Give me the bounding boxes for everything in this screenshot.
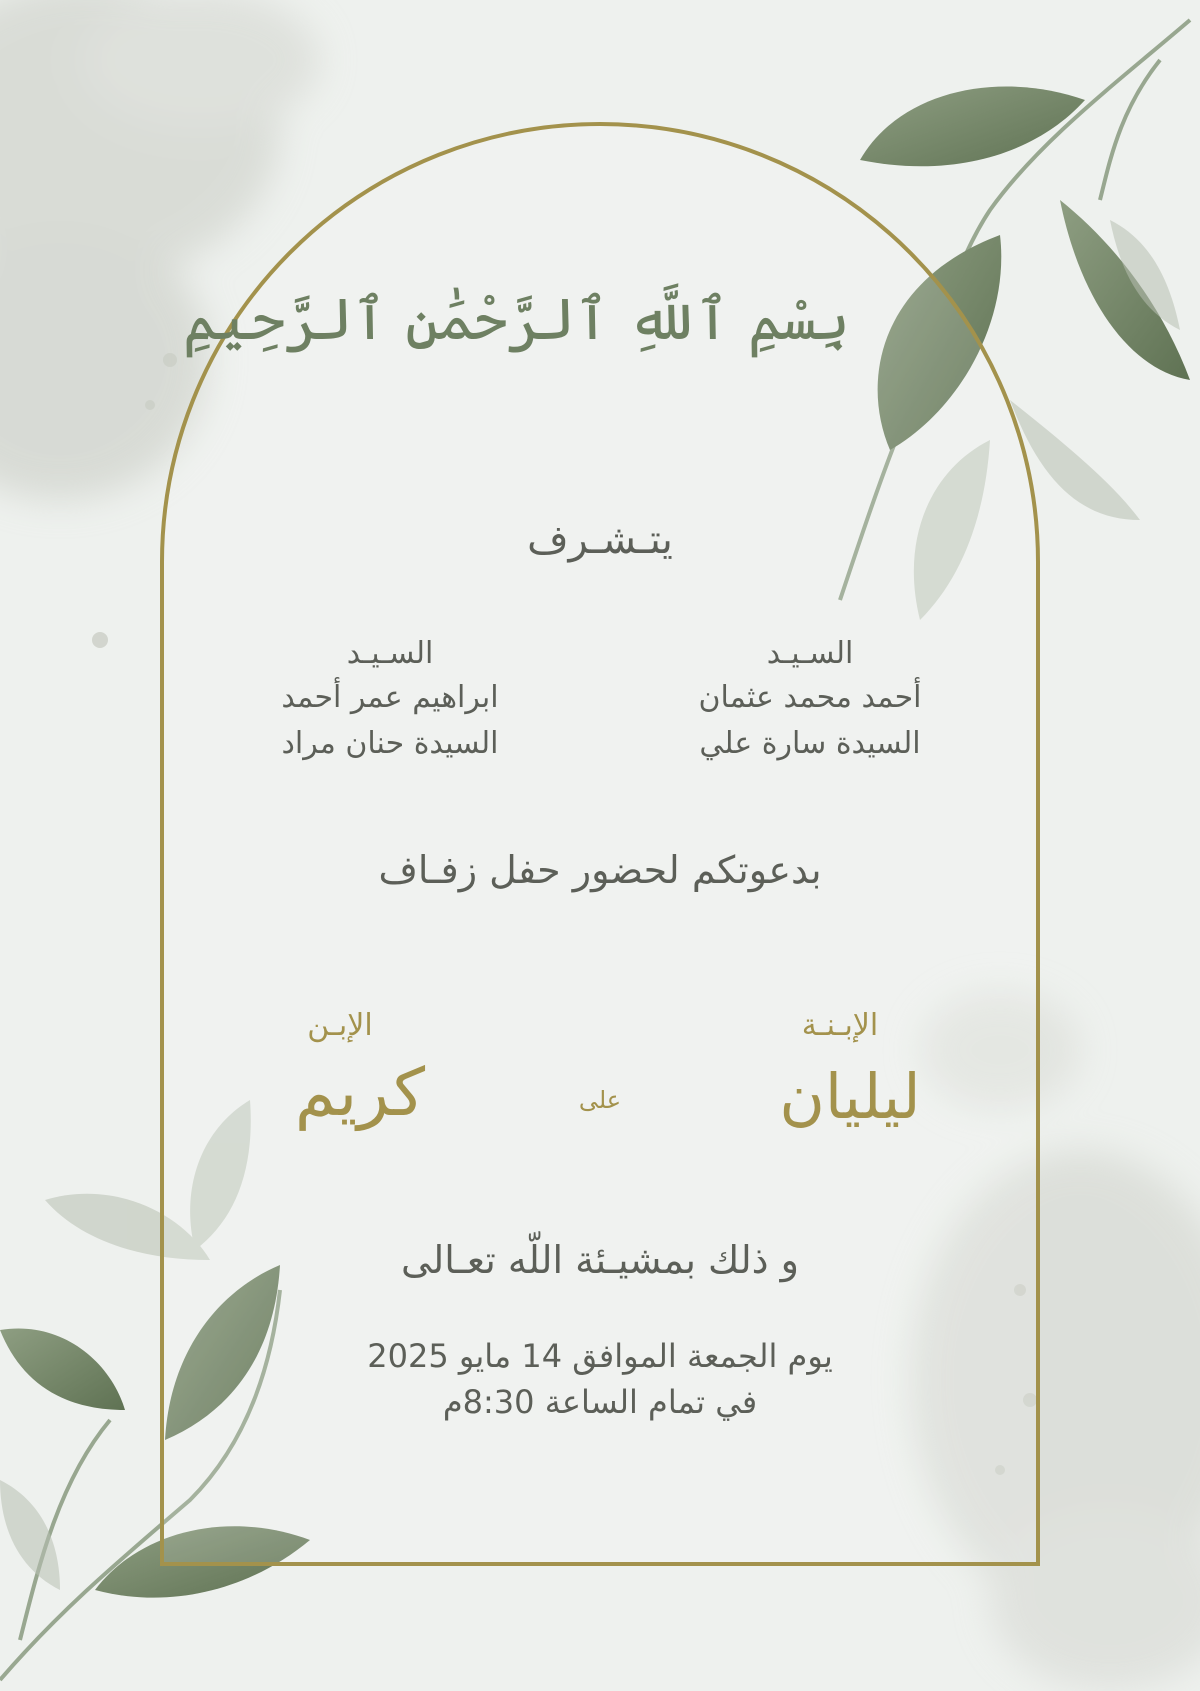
host-left-title: السـيـد xyxy=(346,636,434,671)
on-word: على xyxy=(578,1086,622,1114)
groom-label: الإبـن xyxy=(307,1008,373,1043)
host-right-wife: السيدة سارة علي xyxy=(699,726,921,761)
host-right-title: السـيـد xyxy=(766,636,854,671)
host-right-name: أحمد محمد عثمان xyxy=(698,680,922,715)
bride-label: الإبـنـة xyxy=(801,1008,879,1043)
bride-name: ليليان xyxy=(779,1060,921,1133)
date-line: يوم الجمعة الموافق 14 مايو 2025 xyxy=(367,1337,833,1375)
honored-heading: يتـشـرف xyxy=(527,517,673,563)
time-line: في تمام الساعة 8:30م xyxy=(442,1383,758,1421)
invite-line: بدعوتكم لحضور حفل زفـاف xyxy=(378,848,822,892)
groom-name: كريم xyxy=(294,1054,426,1131)
host-left-name: ابراهيم عمر أحمد xyxy=(281,680,499,715)
basmala-calligraphy: بِسْمِ ٱللَّهِ ٱلرَّحْمَٰنِ ٱلرَّحِيمِ xyxy=(182,285,850,353)
host-left-wife: السيدة حنان مراد xyxy=(281,726,499,761)
will-line: و ذلك بمشيـئة اللّه تعـالى xyxy=(400,1238,800,1282)
